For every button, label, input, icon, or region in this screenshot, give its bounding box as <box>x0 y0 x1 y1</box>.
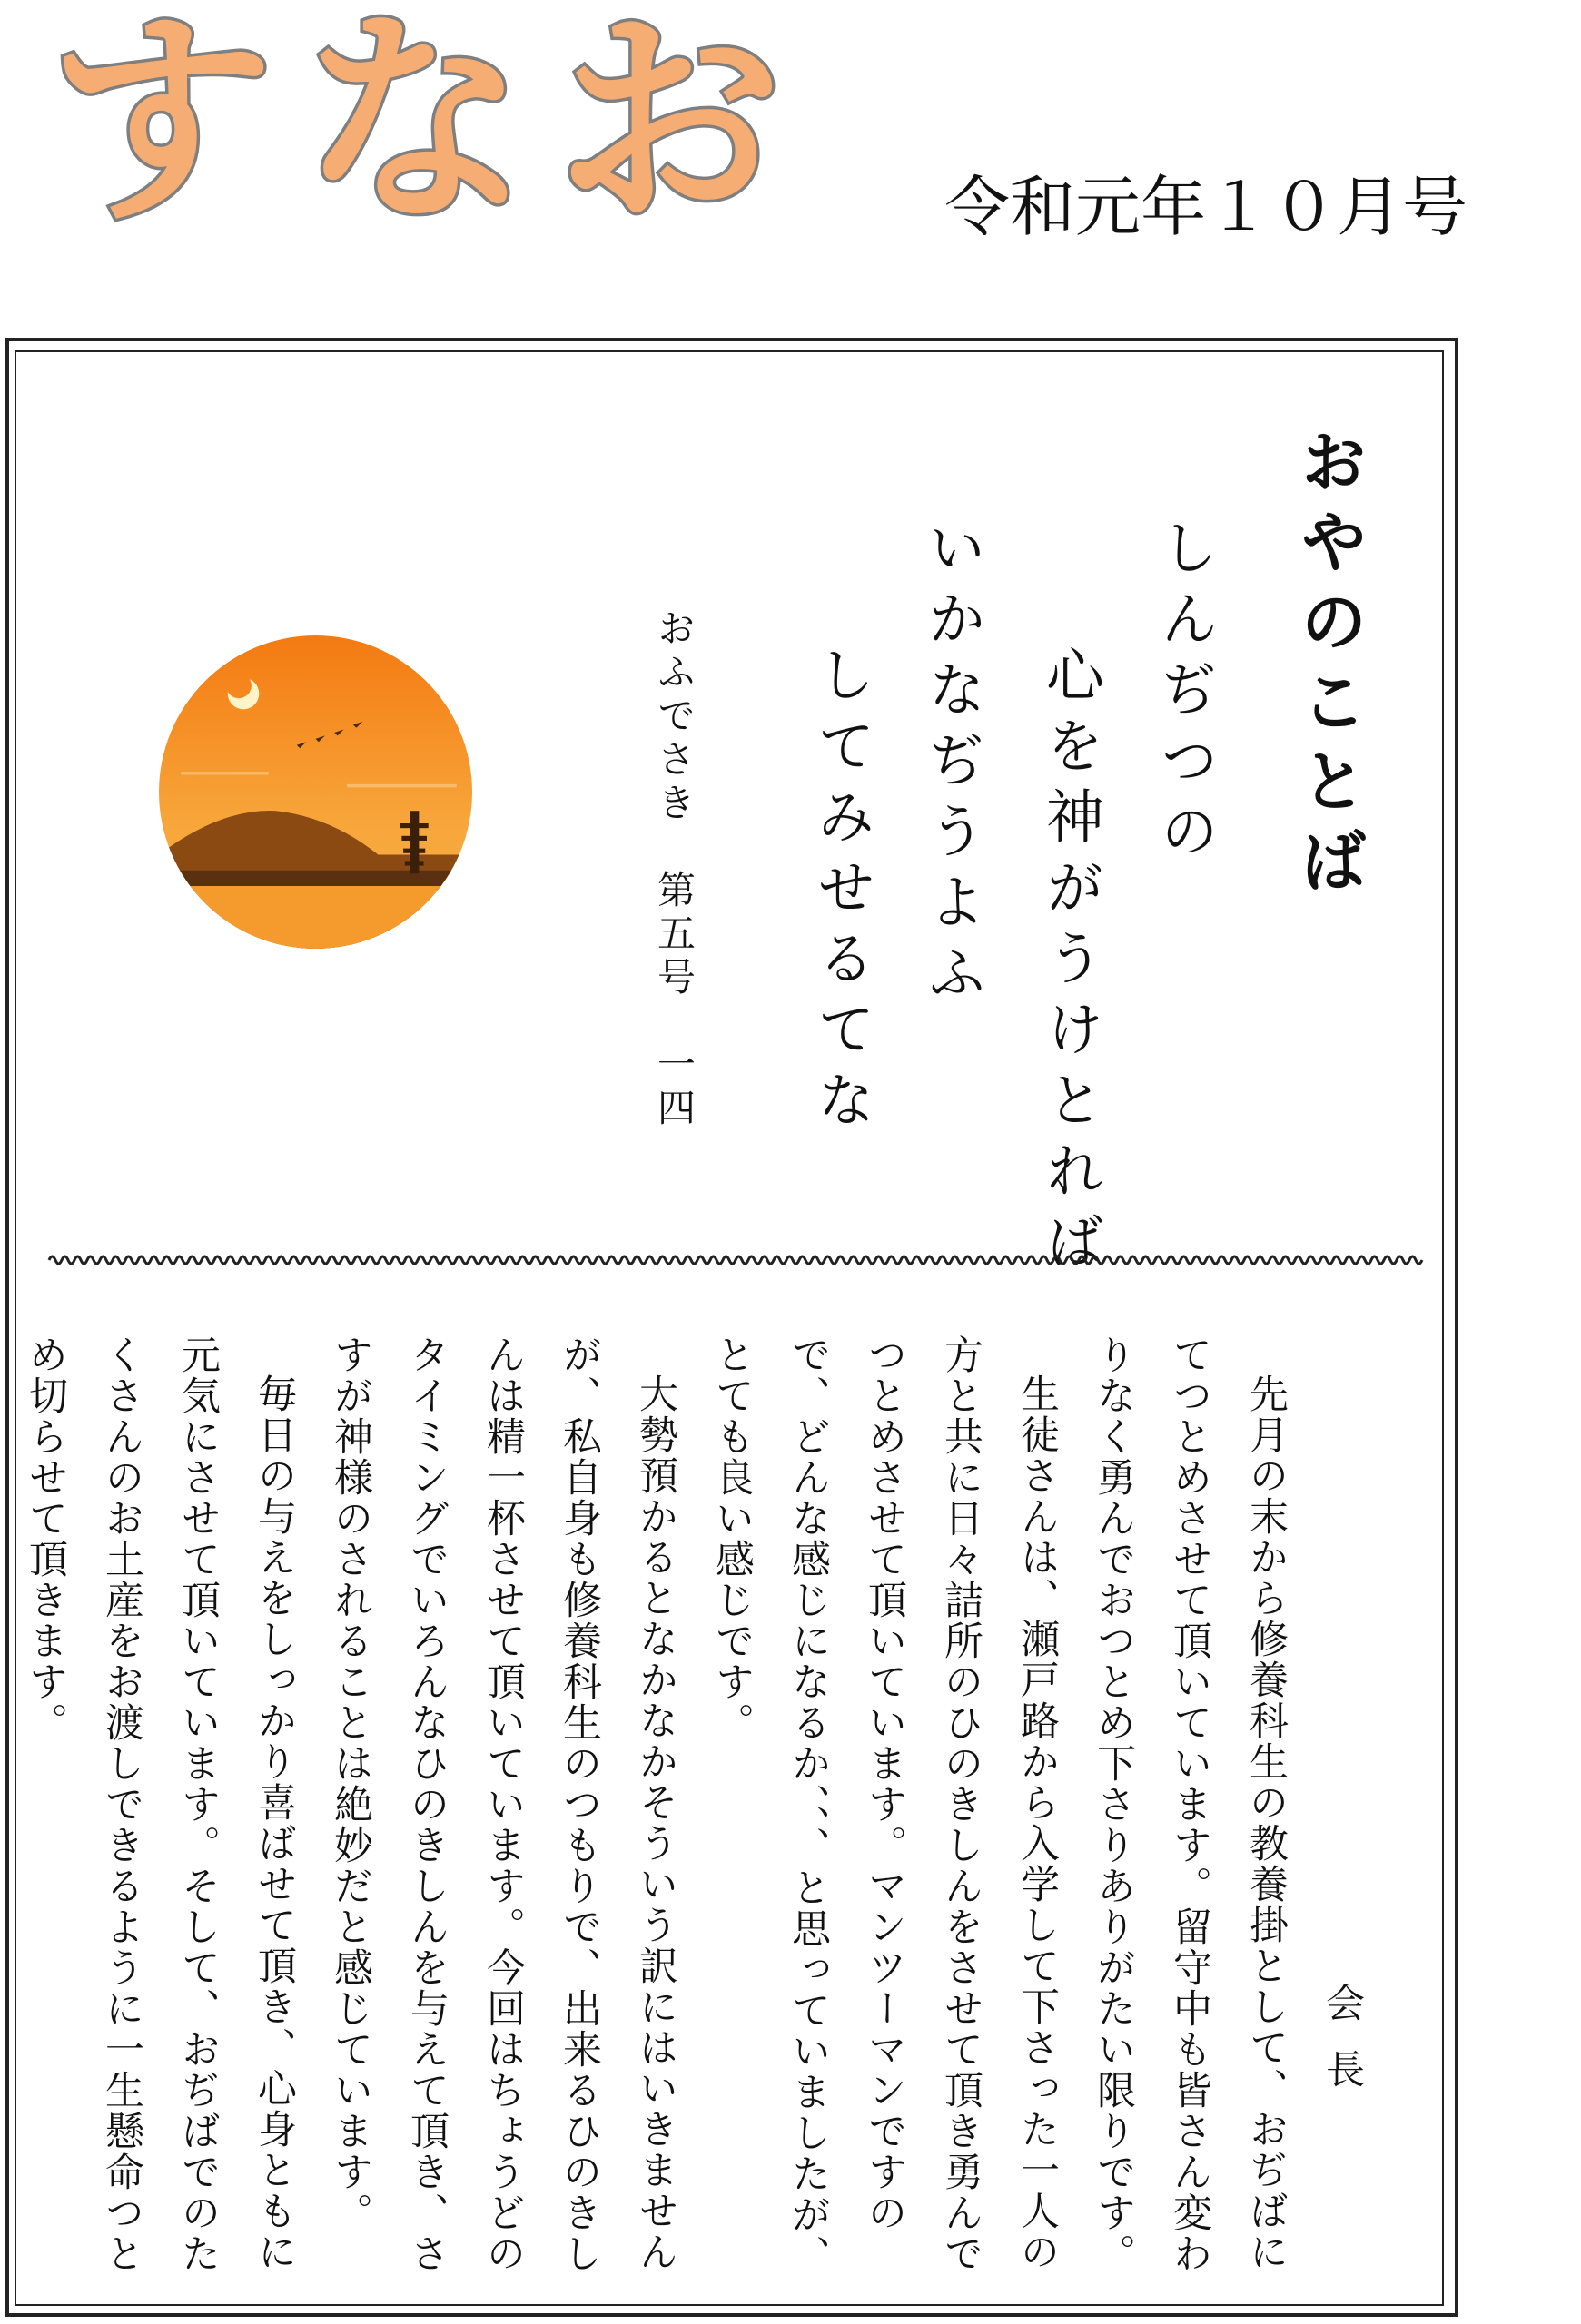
sunset-pagoda-illustration <box>159 635 472 949</box>
newsletter-title: すなお <box>47 0 810 253</box>
article-paragraph-4: 毎日の与えをしっかり喜ばせて頂き、心身ともに元気にさせて頂いています。そして、おぢばでのたくさんのお土産をお渡しできるように一生懸命つとめ切らせて頂きます。 <box>23 1334 297 2274</box>
article-paragraph-3: 大勢預かるとなかなかそういう訳にはいきませんが、私自身も修養科生のつもりで、出来るひのきしんは精一杯させて頂いています。今回はちょうどのタイミングでいろんなひのきしんを与えて頂き、さすが神様のされることは絶妙だと感じています。 <box>328 1334 678 2274</box>
poem-title: おやのことば <box>1290 427 1368 906</box>
issue-date: 令和元年１０月号 <box>944 169 1468 245</box>
article-paragraph-2: 生徒さんは、瀬戸路から入学して下さった一人の方と共に日々詰所のひのきしんをさせて頂き勇んでつとめさせて頂いています。マンツーマンですので、どんな感じになるか、、、と思っていましたが、とても良い感じです。 <box>709 1334 1060 2276</box>
poem-line-1: しんぢつの <box>1151 517 1218 872</box>
article-body <box>23 1334 1380 2297</box>
article-author: 会長 <box>1319 1983 1365 2115</box>
poem-source: おふでさき 第五号 一四 <box>652 608 697 1131</box>
poem-line-3: いかなぢうよふ <box>918 517 985 1013</box>
poem-line-4: してみせるてな <box>807 645 874 1140</box>
poem-line-2: 心を神がうけとれば <box>1036 645 1103 1282</box>
wavy-divider <box>49 1249 1417 1271</box>
article-paragraph-1: 先月の末から修養科生の教養掛として、おぢばにてつとめさせて頂いています。留守中も皆さん変わりなく勇んでおつとめ下さりありがたい限りです。 <box>1091 1334 1289 2274</box>
